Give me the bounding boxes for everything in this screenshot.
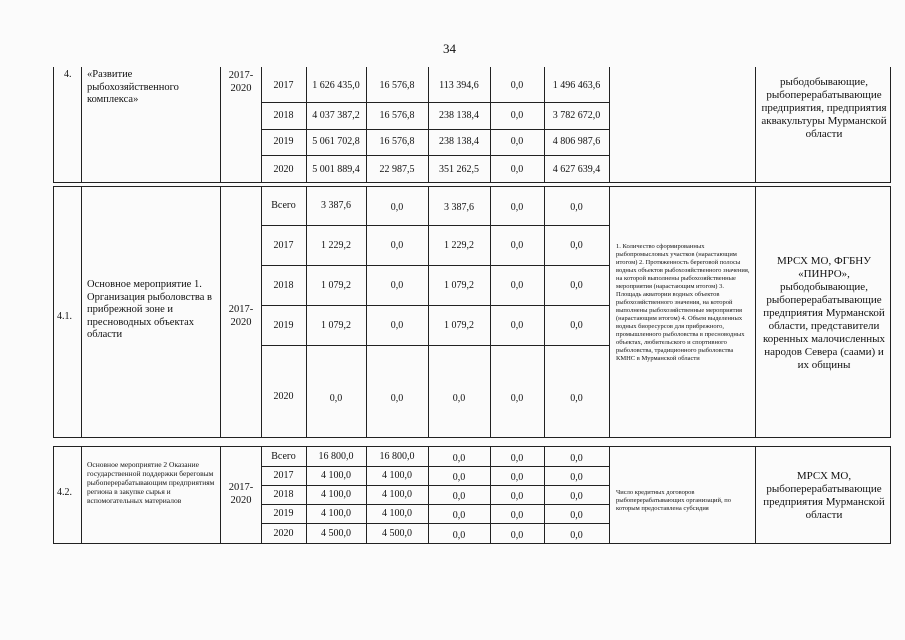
row-name: «Развитие рыбохозяйственного комплекса» [87,69,179,105]
row-indicators: 1. Количество сформированных рыбопромысловых участков (нарастающим итогом) 2. Протяженность береговой полосы водных объектов рыбохозяйственного значения, на которой выполнены рыбохозяйственные мероприятия (нарастающим итогом) 3. Площадь акватории водных объектов рыбохозяйственного значения, на которой выполнены рыбохозяйственные мероприятия (нарастающим итогом) 4. Объем выделенных водных биоресурсов для прибрежного, промышленного рыболовства в пресноводных объектах, любительского и спортивного рыболовства, традиционного рыболовства КМНС в Мурманской области [616,243,750,362]
year-cell: 2017 [273,470,294,481]
extra-cell: 0,0 [570,280,583,291]
extra-cell: 0,0 [570,320,583,331]
year-cell: Всего [271,451,296,462]
extra-cell: 0,0 [570,393,583,404]
reg-cell: 1 079,2 [444,320,474,331]
year-cell: 2018 [273,280,294,291]
reg-cell: 0,0 [452,453,466,464]
total-cell: 1 626 435,0 [312,80,360,91]
fed-cell: 0,0 [390,320,404,331]
year-cell: 2020 [273,164,294,175]
table-block-row-4 [53,67,891,183]
total-cell: 5 001 889,4 [312,164,360,175]
year-cell: 2018 [273,489,294,500]
fed-cell: 16 800,0 [379,451,415,462]
fed-cell: 0,0 [390,393,404,404]
row-number: 4. [64,69,72,80]
extra-cell: 0,0 [570,491,583,502]
extra-cell: 3 782 672,0 [552,110,601,121]
mun-cell: 0,0 [510,136,524,147]
year-cell: 2020 [273,528,294,539]
mun-cell: 0,0 [510,110,524,121]
total-cell: 16 800,0 [318,451,354,462]
total-cell: 0,0 [329,393,343,404]
reg-cell: 0,0 [452,472,466,483]
fed-cell: 4 500,0 [382,528,412,539]
row-executors: рыбодобывающие, рыбоперерабатывающие предприятия, предприятия аквакультуры Мурманской области [761,76,887,140]
fed-cell: 16 576,8 [379,110,415,121]
reg-cell: 3 387,6 [444,202,474,213]
reg-cell: 1 079,2 [444,280,474,291]
row-number: 4.1. [57,311,72,322]
year-cell: Всего [271,200,296,211]
total-cell: 4 100,0 [321,489,351,500]
row-name: Основное мероприятие 1. Организация рыболовства в прибрежной зоне и пресноводных объектах области [87,279,212,340]
extra-cell: 1 496 463,6 [552,80,601,91]
mun-cell: 0,0 [510,393,524,404]
total-cell: 4 500,0 [321,528,351,539]
mun-cell: 0,0 [510,202,524,213]
extra-cell: 0,0 [570,202,583,213]
mun-cell: 0,0 [510,320,524,331]
fed-cell: 4 100,0 [382,489,412,500]
extra-cell: 4 806 987,6 [552,136,601,147]
reg-cell: 0,0 [452,491,466,502]
year-cell: 2017 [273,80,294,91]
year-cell: 2020 [273,391,294,402]
total-cell: 1 229,2 [321,240,351,251]
mun-cell: 0,0 [510,280,524,291]
year-cell: 2019 [273,136,294,147]
mun-cell: 0,0 [510,472,524,483]
row-period: 2017-2020 [228,70,254,94]
total-cell: 1 079,2 [321,280,351,291]
reg-cell: 351 262,5 [439,164,479,175]
extra-cell: 0,0 [570,453,583,464]
mun-cell: 0,0 [510,530,524,541]
extra-cell: 0,0 [570,240,583,251]
row-executors: МРСХ МО, ФГБНУ «ПИНРО», рыбодобывающие, рыбоперерабатывающие предприятия Мурманской области, представители коренных малочисленных народов Севера (саами) и их общины [763,255,885,371]
reg-cell: 0,0 [452,393,466,404]
fed-cell: 4 100,0 [382,470,412,481]
extra-cell: 0,0 [570,510,583,521]
mun-cell: 0,0 [510,491,524,502]
reg-cell: 1 229,2 [444,240,474,251]
fed-cell: 16 576,8 [379,80,415,91]
total-cell: 4 100,0 [321,508,351,519]
fed-cell: 0,0 [390,240,404,251]
mun-cell: 0,0 [510,80,524,91]
total-cell: 1 079,2 [321,320,351,331]
page-number: 34 [443,41,456,56]
year-cell: 2019 [273,508,294,519]
total-cell: 4 037 387,2 [312,110,360,121]
total-cell: 4 100,0 [321,470,351,481]
extra-cell: 0,0 [570,472,583,483]
total-cell: 3 387,6 [321,200,351,211]
row-indicators: Число кредитных договоров рыбоперерабатывающих организаций, по которым предоставлена субсидия [616,489,731,512]
table-block-row-4-2 [53,446,891,544]
total-cell: 5 061 702,8 [312,136,360,147]
year-cell: 2019 [273,320,294,331]
fed-cell: 4 100,0 [382,508,412,519]
row-executors: МРСХ МО, рыбоперерабатывающие предприятия Мурманской области [763,470,885,521]
fed-cell: 16 576,8 [379,136,415,147]
extra-cell: 4 627 639,4 [552,164,601,175]
reg-cell: 238 138,4 [439,110,479,121]
mun-cell: 0,0 [510,453,524,464]
reg-cell: 0,0 [452,530,466,541]
fed-cell: 0,0 [390,280,404,291]
mun-cell: 0,0 [510,164,524,175]
fed-cell: 0,0 [390,202,404,213]
row-number: 4.2. [57,487,72,498]
mun-cell: 0,0 [510,510,524,521]
year-cell: 2018 [273,110,294,121]
extra-cell: 0,0 [570,530,583,541]
reg-cell: 238 138,4 [439,136,479,147]
row-period: 2017-2020 [228,304,254,328]
reg-cell: 0,0 [452,510,466,521]
mun-cell: 0,0 [510,240,524,251]
table-block-row-4-1 [53,186,891,438]
year-cell: 2017 [273,240,294,251]
row-name: Основное мероприятие 2 Оказание государственной поддержки береговым рыбоперерабатывающим предприятиям региона в закупке сырья и вспомогательных материалов [87,460,215,505]
reg-cell: 113 394,6 [439,80,479,91]
row-period: 2017-2020 [228,482,254,506]
fed-cell: 22 987,5 [379,164,415,175]
